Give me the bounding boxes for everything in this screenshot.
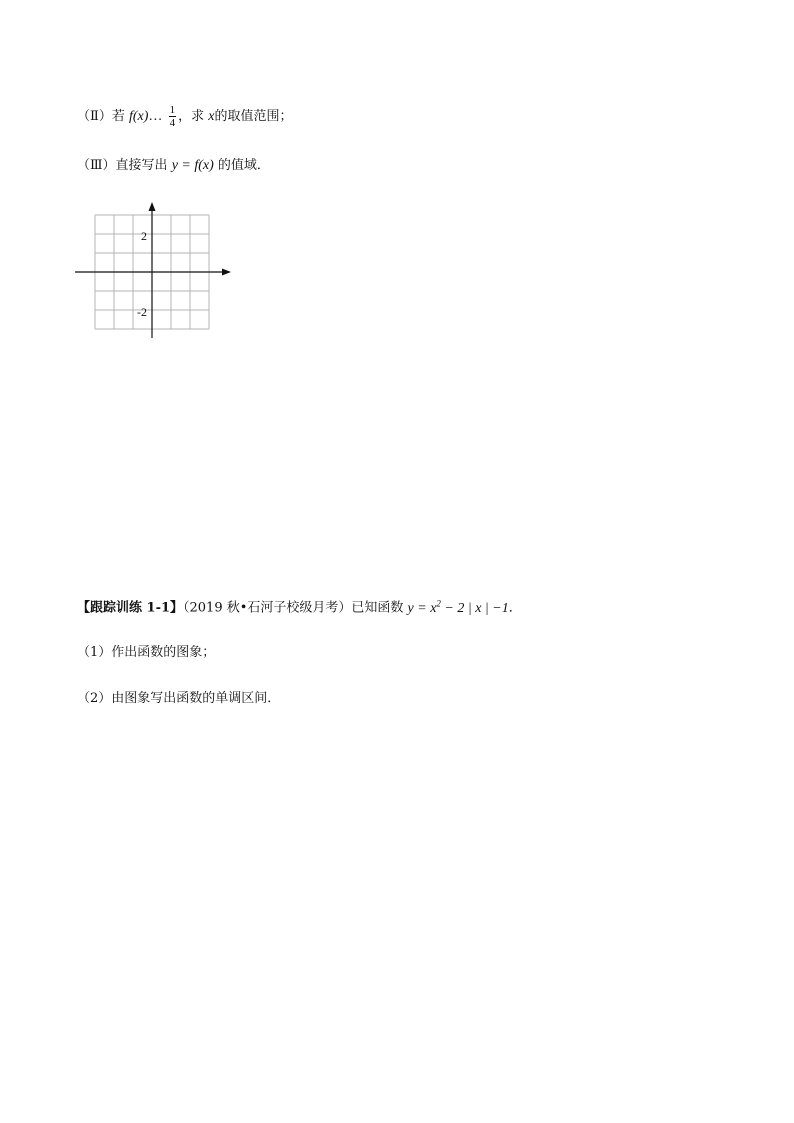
part2-func: f(x) (128, 109, 149, 124)
y-axis-arrow-icon (149, 202, 156, 211)
part3-expr: y = f(x) (171, 158, 214, 173)
exercise-tag: 【跟踪训练 1-1】 (77, 600, 184, 616)
part2-suffix-b: 的取值范围； (214, 109, 293, 124)
x-axis-arrow-icon (222, 269, 231, 276)
part2-suffix-a: ，求 (178, 109, 205, 124)
part2-relation: … (148, 109, 163, 124)
part3-label: （Ⅲ）直接写出 (77, 158, 168, 173)
y-tick-label-top: 2 (141, 229, 147, 243)
formula-superscript: 2 (436, 598, 441, 608)
fraction-numerator: 1 (169, 104, 176, 116)
question-2: （2）由图象写出函数的单调区间． (77, 691, 281, 706)
y-tick-label-bottom: -2 (137, 305, 147, 319)
part2-var: x (208, 109, 215, 124)
question-1: （1）作出函数的图象； (77, 645, 216, 660)
coordinate-grid (70, 198, 240, 343)
part2-label: （Ⅱ）若 (77, 109, 125, 124)
part3-question (77, 157, 270, 175)
exercise-heading (77, 594, 522, 618)
part3-suffix: 的值域． (217, 158, 270, 173)
exercise-end: ． (508, 600, 522, 616)
part2-fraction (169, 104, 177, 129)
exercise-formula (407, 598, 509, 616)
formula-part-a: y = x (407, 600, 437, 616)
exercise-source: （2019 秋•石河子校级月考）已知函数 (183, 600, 404, 616)
formula-part-b: − 2 | x | −1 (440, 600, 509, 616)
part2-question (77, 104, 292, 129)
fraction-denominator: 4 (169, 117, 176, 129)
